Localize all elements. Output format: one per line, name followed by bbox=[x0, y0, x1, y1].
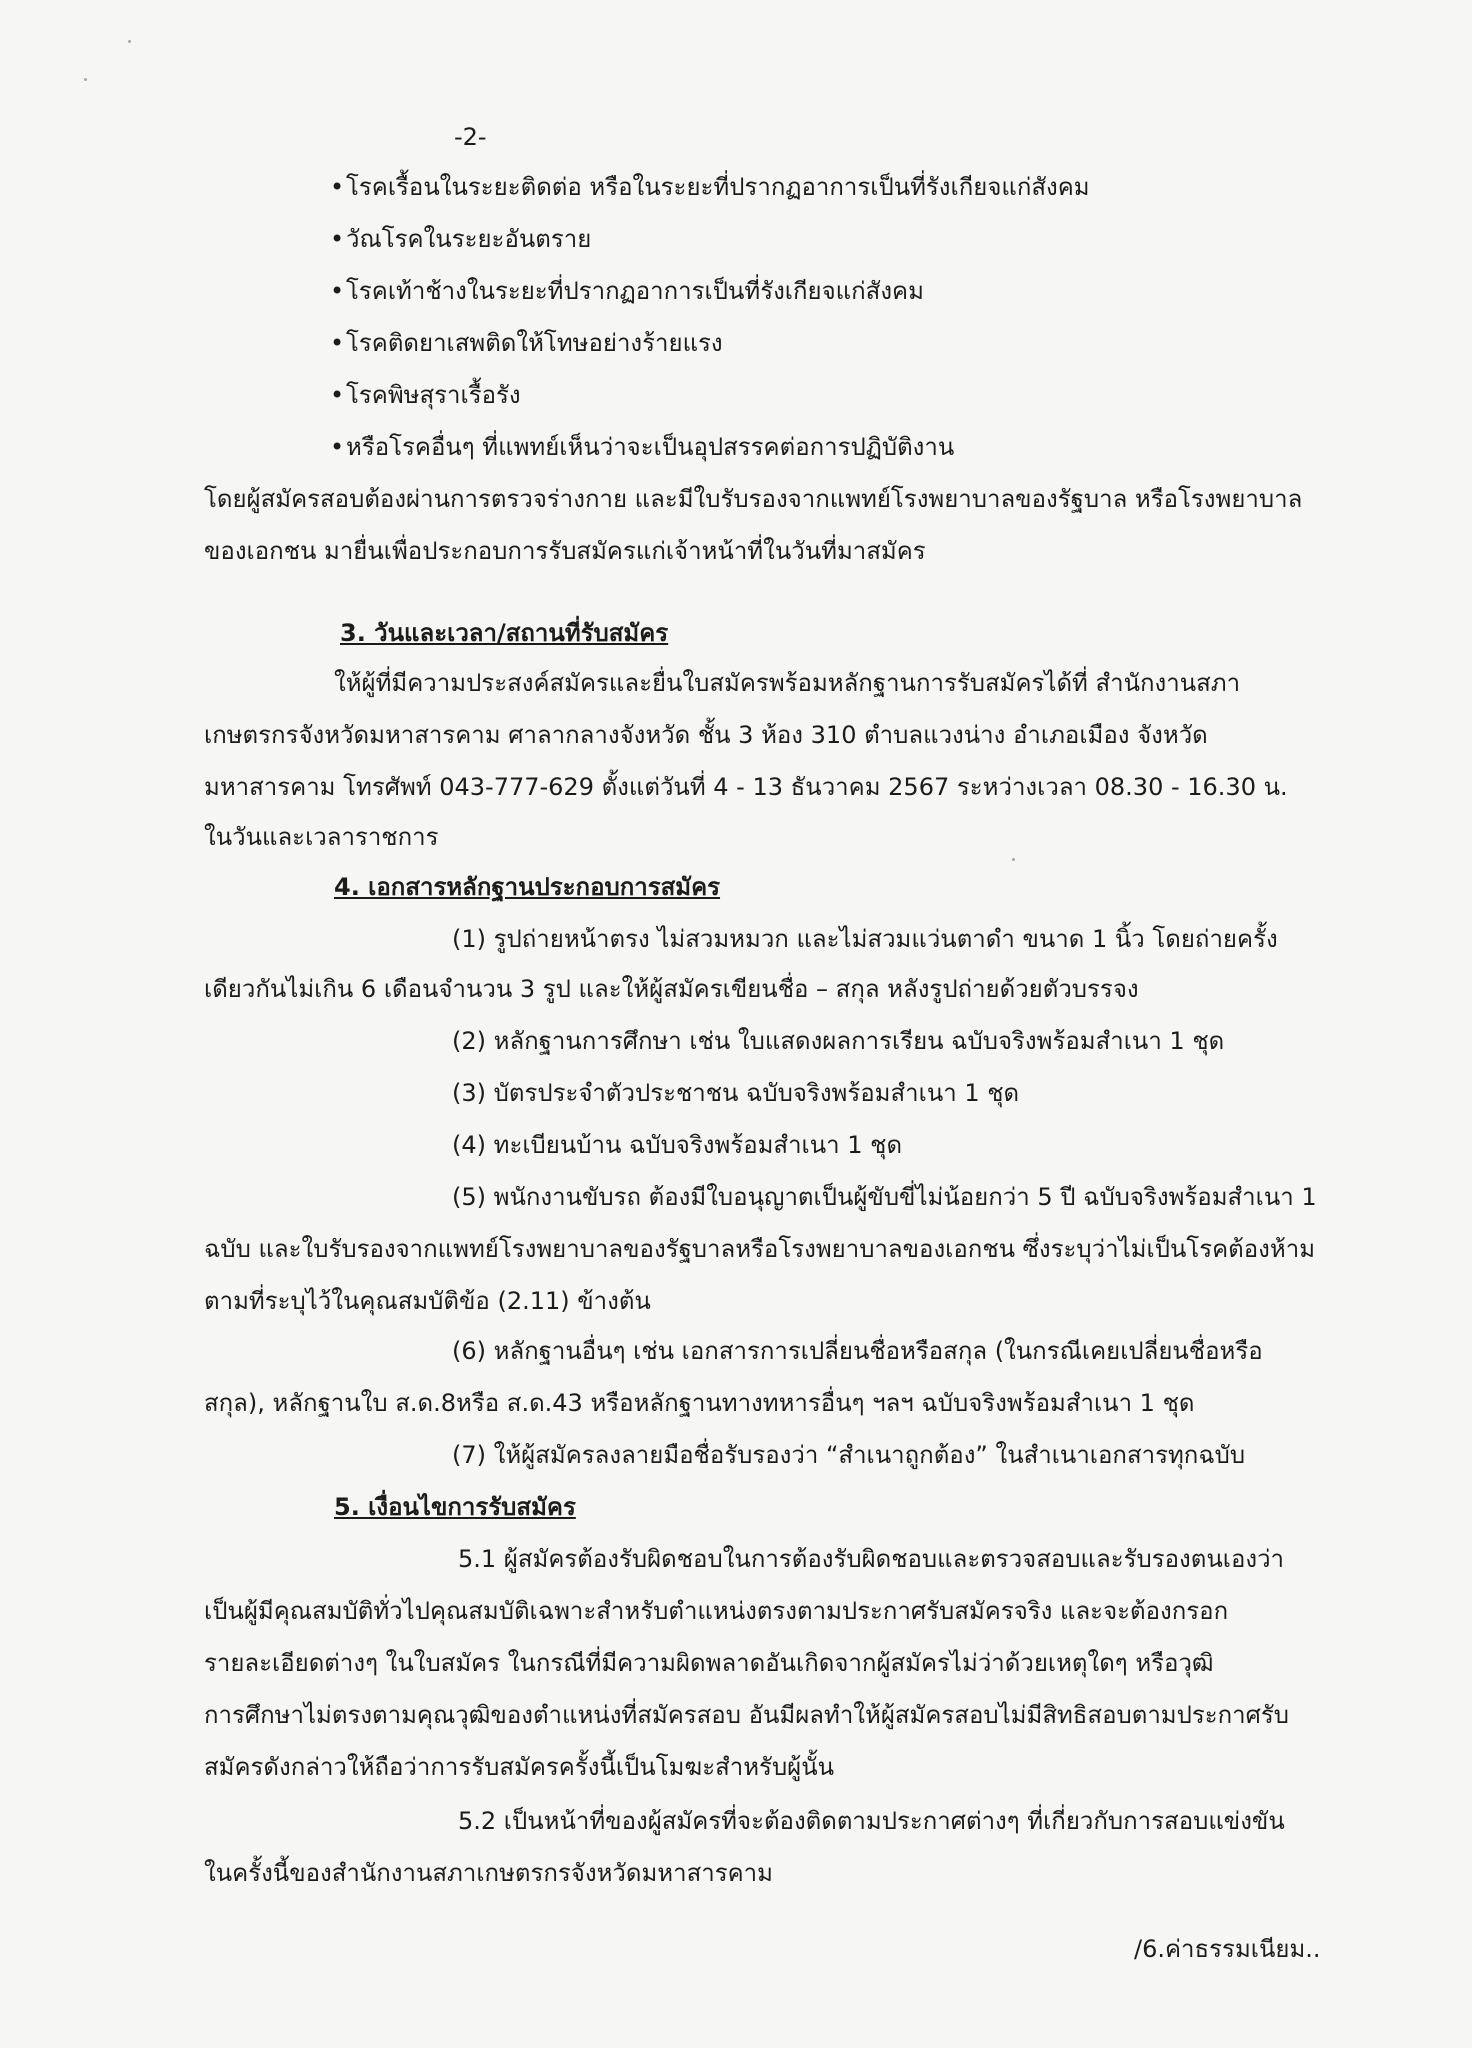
paragraph-line: สกุล), หลักฐานใบ ส.ด.8หรือ ส.ด.43 หรือหลักฐานทางทหารอื่นๆ ฯลฯ ฉบับจริงพร้อมสำเนา 1 ชุด bbox=[204, 1389, 1195, 1417]
bullet-symbol: • bbox=[330, 381, 345, 409]
scan-speck bbox=[84, 78, 87, 81]
paragraph-line: มหาสารคาม โทรศัพท์ 043-777-629 ตั้งแต่วันที่ 4 - 13 ธันวาคม 2567 ระหว่างเวลา 08.30 - 16.30 น. bbox=[204, 773, 1288, 801]
paragraph-line: ในวันและเวลาราชการ bbox=[204, 823, 439, 851]
paragraph-line: 5.2 เป็นหน้าที่ของผู้สมัครที่จะต้องติดตามประกาศต่างๆ ที่เกี่ยวกับการสอบแข่งขัน bbox=[458, 1807, 1285, 1835]
bullet-symbol: • bbox=[330, 329, 345, 357]
paragraph-line: ในครั้งนี้ของสำนักงานสภาเกษตรกรจังหวัดมหาสารคาม bbox=[204, 1859, 773, 1887]
bullet-item: •โรคติดยาเสพติดให้โทษอย่างร้ายแรง bbox=[330, 329, 723, 357]
paragraph-line: (5) พนักงานขับรถ ต้องมีใบอนุญาตเป็นผู้ขับขี่ไม่น้อยกว่า 5 ปี ฉบับจริงพร้อมสำเนา 1 bbox=[452, 1183, 1317, 1211]
paragraph-line: (4) ทะเบียนบ้าน ฉบับจริงพร้อมสำเนา 1 ชุด bbox=[452, 1131, 903, 1159]
paragraph-line: (7) ให้ผู้สมัครลงลายมือชื่อรับรองว่า “สำเนาถูกต้อง” ในสำเนาเอกสารทุกฉบับ bbox=[452, 1441, 1246, 1469]
paragraph-line: (2) หลักฐานการศึกษา เช่น ใบแสดงผลการเรียน ฉบับจริงพร้อมสำเนา 1 ชุด bbox=[452, 1027, 1225, 1055]
paragraph-line: เกษตรกรจังหวัดมหาสารคาม ศาลากลางจังหวัด ชั้น 3 ห้อง 310 ตำบลแวงน่าง อำเภอเมือง จังหวัด bbox=[204, 721, 1208, 749]
scan-speck bbox=[1012, 858, 1015, 861]
paragraph-line: 5.1 ผู้สมัครต้องรับผิดชอบในการต้องรับผิดชอบและตรวจสอบและรับรองตนเองว่า bbox=[458, 1545, 1285, 1573]
bullet-item: •วัณโรคในระยะอันตราย bbox=[330, 225, 592, 253]
paragraph-line: (3) บัตรประจำตัวประชาชน ฉบับจริงพร้อมสำเนา 1 ชุด bbox=[452, 1079, 1020, 1107]
paragraph-line: ของเอกชน มายื่นเพื่อประกอบการรับสมัครแก่เจ้าหน้าที่ในวันที่มาสมัคร bbox=[204, 537, 926, 565]
paragraph-line: ให้ผู้ที่มีความประสงค์สมัครและยื่นใบสมัครพร้อมหลักฐานการรับสมัครได้ที่ สำนักงานสภา bbox=[334, 669, 1241, 697]
section-4-heading: 4. เอกสารหลักฐานประกอบการสมัคร bbox=[334, 873, 721, 901]
paragraph-line: การศึกษาไม่ตรงตามคุณวุฒิของตำแหน่งที่สมัครสอบ อันมีผลทำให้ผู้สมัครสอบไม่มีสิทธิสอบตามประกาศรับ bbox=[204, 1701, 1289, 1729]
paragraph-line: (1) รูปถ่ายหน้าตรง ไม่สวมหมวก และไม่สวมแว่นตาดำ ขนาด 1 นิ้ว โดยถ่ายครั้ง bbox=[452, 925, 1278, 953]
page-number: -2- bbox=[454, 123, 487, 151]
bullet-symbol: • bbox=[330, 433, 345, 461]
bullet-item: •โรคพิษสุราเรื้อรัง bbox=[330, 381, 521, 409]
paragraph-line: โดยผู้สมัครสอบต้องผ่านการตรวจร่างกาย และมีใบรับรองจากแพทย์โรงพยาบาลของรัฐบาล หรือโรงพยาบาล bbox=[204, 485, 1303, 513]
bullet-item: •โรคเท้าช้างในระยะที่ปรากฏอาการเป็นที่รังเกียจแก่สังคม bbox=[330, 277, 924, 305]
paragraph-line: (6) หลักฐานอื่นๆ เช่น เอกสารการเปลี่ยนชื่อหรือสกุล (ในกรณีเคยเปลี่ยนชื่อหรือ bbox=[452, 1337, 1263, 1365]
bullet-symbol: • bbox=[330, 225, 345, 253]
continuation-note: /6.ค่าธรรมเนียม.. bbox=[1134, 1935, 1321, 1963]
paragraph-line: ฉบับ และใบรับรองจากแพทย์โรงพยาบาลของรัฐบาลหรือโรงพยาบาลของเอกชน ซึ่งระบุว่าไม่เป็นโรคต้องห้าม bbox=[204, 1235, 1316, 1263]
bullet-item: •โรคเรื้อนในระยะติดต่อ หรือในระยะที่ปรากฏอาการเป็นที่รังเกียจแก่สังคม bbox=[330, 173, 1090, 201]
paragraph-line: ตามที่ระบุไว้ในคุณสมบัติข้อ (2.11) ข้างต้น bbox=[204, 1287, 651, 1315]
bullet-symbol: • bbox=[330, 277, 345, 305]
paragraph-line: เดียวกันไม่เกิน 6 เดือนจำนวน 3 รูป และให้ผู้สมัครเขียนชื่อ – สกุล หลังรูปถ่ายด้วยตัวบรรจง bbox=[204, 975, 1139, 1003]
paragraph-line: สมัครดังกล่าวให้ถือว่าการรับสมัครครั้งนี้เป็นโมฆะสำหรับผู้นั้น bbox=[204, 1753, 835, 1781]
paragraph-line: เป็นผู้มีคุณสมบัติทั่วไปคุณสมบัติเฉพาะสำหรับตำแหน่งตรงตามประกาศรับสมัครจริง และจะต้องกรอก bbox=[204, 1597, 1229, 1625]
bullet-symbol: • bbox=[330, 173, 345, 201]
scan-speck bbox=[128, 40, 131, 43]
section-3-heading: 3. วันและเวลา/สถานที่รับสมัคร bbox=[340, 619, 669, 647]
bullet-item: •หรือโรคอื่นๆ ที่แพทย์เห็นว่าจะเป็นอุปสรรคต่อการปฏิบัติงาน bbox=[330, 433, 955, 461]
paragraph-line: รายละเอียดต่างๆ ในใบสมัคร ในกรณีที่มีความผิดพลาดอันเกิดจากผู้สมัครไม่ว่าด้วยเหตุใดๆ หรือวุฒิ bbox=[204, 1649, 1214, 1677]
section-5-heading: 5. เงื่อนไขการรับสมัคร bbox=[334, 1493, 576, 1521]
